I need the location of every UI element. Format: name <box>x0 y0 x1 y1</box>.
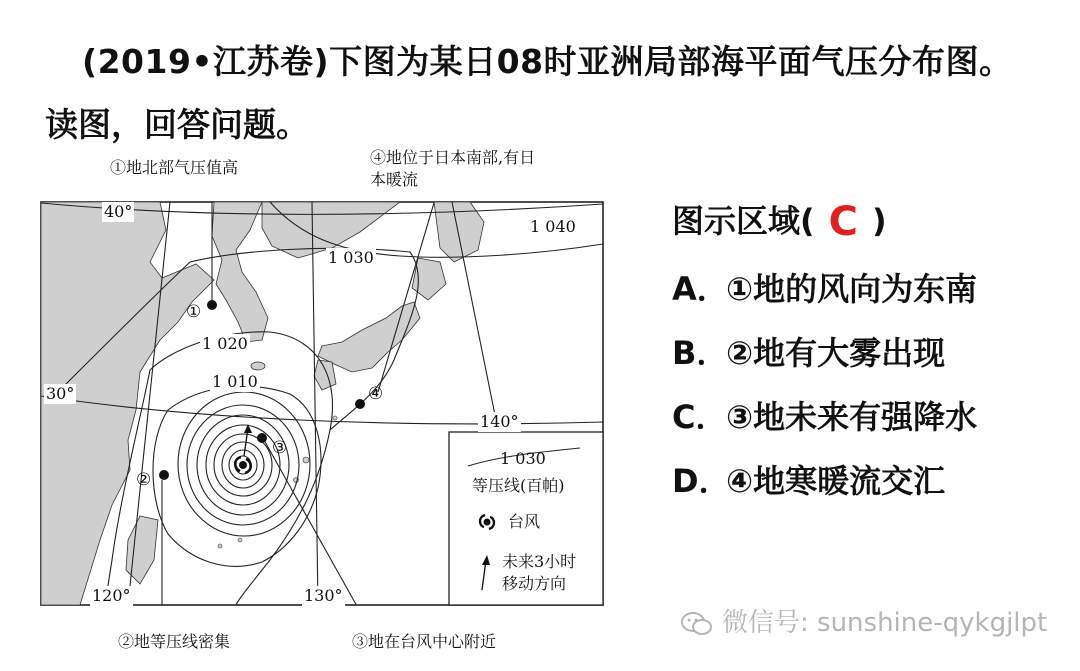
option-b-text: ②地有大雾出现 <box>726 334 946 372</box>
callout-point-2: ②地等压线密集 <box>118 632 231 651</box>
option-c-letter: C． <box>672 398 728 436</box>
coord-lon120: 120° <box>92 586 131 605</box>
option-c[interactable] <box>672 392 977 438</box>
point-1-dot <box>207 300 217 310</box>
stem-text-after: ) <box>872 202 887 240</box>
answer-letter: C <box>828 199 858 245</box>
option-d-text: ④地寒暖流交汇 <box>726 462 946 500</box>
isobar-label-1010: 1 010 <box>212 372 258 391</box>
legend-isobar-label: 等压线(百帕) <box>472 476 565 495</box>
isobar-label-1040: 1 040 <box>530 217 576 236</box>
pressure-map <box>0 140 640 671</box>
callout-point-4-line2: 本暖流 <box>370 170 419 189</box>
wechat-watermark <box>680 602 1047 639</box>
watermark-text: 微信号: sunshine-qykgjlpt <box>722 608 1048 638</box>
point-2-dot <box>159 470 169 480</box>
question-title-line1: (2019•江苏卷)下图为某日08时亚洲局部海平面气压分布图。 <box>82 42 1013 81</box>
stem-text-before: 图示区域( <box>672 202 815 240</box>
question-title-line2: 读图，回答问题。 <box>45 105 309 144</box>
callout-point-3: ③地在台风中心附近 <box>352 632 497 651</box>
legend-isobar-value: 1 030 <box>500 449 546 468</box>
point-2-label: ② <box>136 470 152 490</box>
coord-lon130: 130° <box>304 586 343 605</box>
point-4-dot <box>355 399 365 409</box>
option-b-letter: B． <box>672 334 729 372</box>
callout-point-1: ①地北部气压值高 <box>110 158 239 177</box>
legend-move-label-line2: 移动方向 <box>502 574 567 593</box>
coord-lon140: 140° <box>480 412 519 431</box>
wechat-icon <box>680 610 714 638</box>
coord-lat30: 30° <box>46 384 75 403</box>
callout-point-4-line1: ④地位于日本南部,有日 <box>370 148 536 167</box>
point-1-label: ① <box>186 302 202 322</box>
legend-typhoon-label: 台风 <box>508 512 541 531</box>
legend-move-label-line1: 未来3小时 <box>502 552 577 571</box>
point-3-dot <box>257 433 267 443</box>
option-c-text: ③地未来有强降水 <box>726 398 978 436</box>
point-4-label: ④ <box>368 384 384 404</box>
option-b[interactable] <box>672 328 945 374</box>
option-d-letter: D． <box>672 462 731 500</box>
option-a[interactable] <box>672 264 977 310</box>
option-d[interactable] <box>672 456 945 502</box>
isobar-label-1020: 1 020 <box>202 334 248 353</box>
option-a-text: ①地的风向为东南 <box>726 270 978 308</box>
option-a-letter: A． <box>672 270 729 308</box>
point-3-label: ③ <box>272 438 288 458</box>
question-stem <box>672 196 887 245</box>
coord-lat40: 40° <box>104 202 133 221</box>
isobar-label-1030: 1 030 <box>328 248 374 267</box>
